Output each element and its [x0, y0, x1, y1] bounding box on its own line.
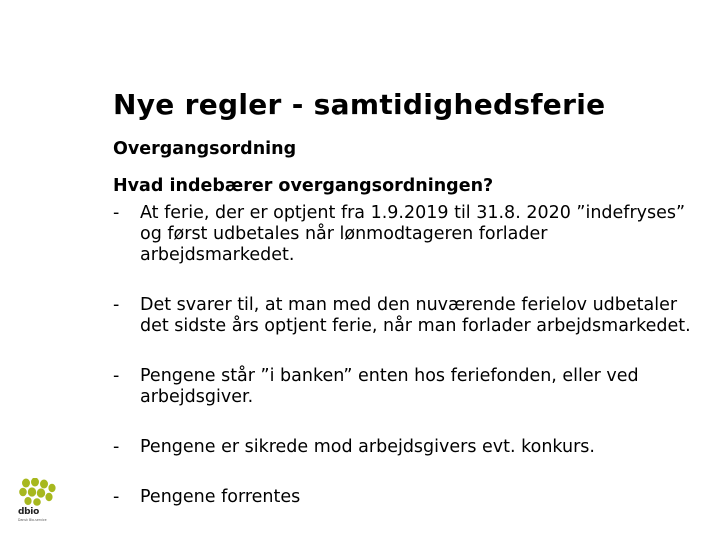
bullet-text: Pengene står ”i banken” enten hos feriefonden, eller ved arbejdsgiver.	[140, 366, 639, 407]
bullet-text: At ferie, der er optjent fra 1.9.2019 til 31.8. 2020 ”indefryses” og først udbetales når lønmodtageren forlader arbejdsmarkedet.	[140, 203, 686, 265]
slide-title: Nye regler - samtidighedsferie	[113, 88, 606, 121]
logo-tagline: Dansk Bio-service	[18, 518, 47, 522]
bullet-text: Pengene forrentes	[140, 487, 301, 507]
bullet-item	[113, 487, 693, 508]
bullet-list	[113, 203, 693, 508]
bullet-marker: -	[113, 366, 120, 386]
bullet-marker: -	[113, 437, 120, 457]
bullet-marker: -	[113, 203, 120, 223]
paw-print-logo-icon	[18, 478, 58, 506]
bullet-marker: -	[113, 295, 120, 315]
bullet-item	[113, 203, 693, 266]
logo-wordmark: dbio	[18, 507, 39, 517]
bullet-item	[113, 295, 693, 337]
company-logo	[18, 478, 58, 522]
bullet-marker: -	[113, 487, 120, 507]
bullet-item	[113, 437, 693, 458]
slide-subtitle: Overgangsordning	[113, 139, 297, 159]
bullet-item	[113, 366, 693, 408]
bullet-text: Pengene er sikrede mod arbejdsgivers evt. konkurs.	[140, 437, 595, 457]
bullet-text: Det svarer til, at man med den nuværende ferielov udbetaler det sidste års optjent ferie, når man forlader arbejdsmarkedet.	[140, 295, 691, 336]
slide-question: Hvad indebærer overgangsordningen?	[113, 176, 494, 196]
